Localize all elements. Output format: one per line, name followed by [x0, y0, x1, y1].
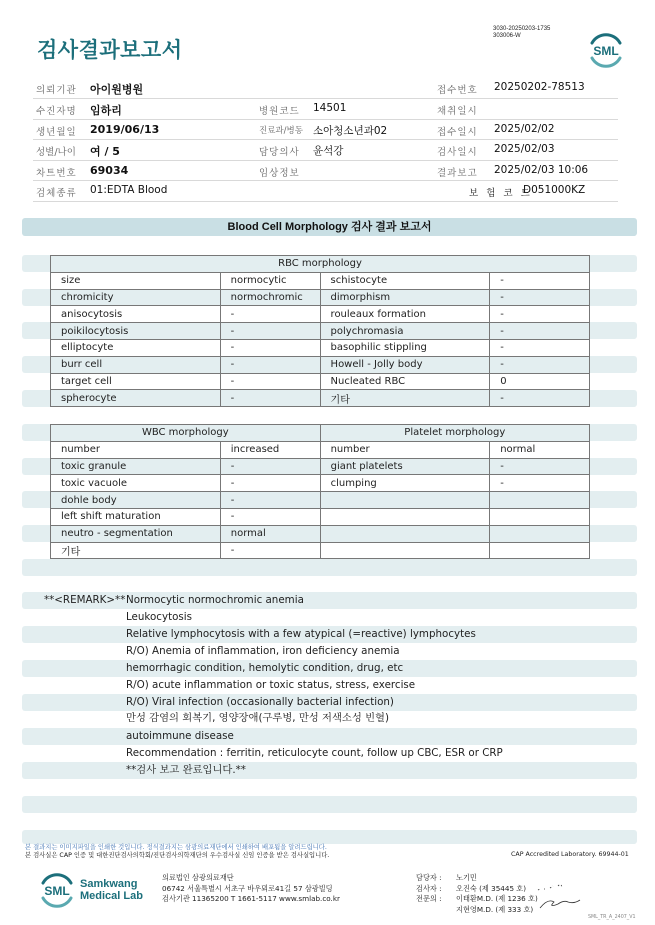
staff-row	[416, 894, 538, 905]
rbc-item: spherocyte	[51, 390, 221, 407]
staff-row	[416, 873, 538, 884]
wbc-value: increased	[220, 441, 320, 458]
rbc-value: 0	[490, 373, 590, 390]
remark-text: Leukocytosis	[126, 611, 192, 623]
info-row	[33, 99, 618, 120]
info-row	[33, 78, 618, 99]
value-specimen-type: 01:EDTA Blood	[90, 184, 168, 196]
rbc-item: polychromasia	[320, 323, 490, 340]
remark-text: R/O) Anemia of inflammation, iron deficiency anemia	[126, 645, 400, 657]
rbc-item: poikilocytosis	[51, 323, 221, 340]
page-title: 검사결과보고서	[37, 38, 183, 62]
staff-row	[416, 905, 538, 916]
wbc-value: -	[220, 492, 320, 509]
value-insurance-code: D051000KZ	[523, 184, 586, 196]
label-patient-name: 수진자명	[36, 106, 77, 117]
signature-icon	[536, 880, 586, 916]
label-result-report: 결과보고	[437, 167, 478, 179]
rbc-value: -	[220, 373, 320, 390]
value-hospital-code: 14501	[313, 102, 347, 114]
label-physician: 담당의사	[259, 147, 300, 158]
rbc-value: -	[490, 272, 590, 289]
staff-name: 오진숙 (제 35445 호)	[456, 883, 527, 893]
rbc-item: dimorphism	[320, 289, 490, 306]
rbc-item: chromicity	[51, 289, 221, 306]
rbc-value: -	[220, 339, 320, 356]
label-clinical-info: 임상정보	[259, 167, 300, 179]
staff-role: 담당자 :	[416, 873, 442, 882]
remark-line	[22, 677, 637, 694]
platelet-value	[490, 542, 590, 559]
wbc-item: neutro - segmentation	[51, 525, 221, 542]
rbc-value: -	[490, 390, 590, 407]
info-row	[33, 140, 618, 161]
platelet-value	[490, 508, 590, 525]
label-requesting-institution: 의뢰기관	[36, 85, 77, 96]
table-row	[51, 542, 590, 559]
rbc-value: -	[490, 289, 590, 306]
staff-role: 검사자 :	[416, 883, 442, 893]
organization-info	[162, 873, 340, 905]
label-receipt-number: 접수번호	[437, 85, 478, 96]
wbc-item: dohle body	[51, 492, 221, 509]
table-row	[51, 458, 590, 475]
rbc-table-header: RBC morphology	[51, 256, 590, 273]
table-row	[51, 339, 590, 356]
value-result-report: 2025/02/03 10:06	[494, 163, 589, 176]
remark-line	[22, 710, 637, 727]
document-id	[493, 26, 550, 40]
staff-name: 이태환M.D. (제 1236 호)	[456, 894, 538, 903]
platelet-value	[490, 525, 590, 542]
table-row	[51, 441, 590, 458]
staff-name: 지현영M.D. (제 333 호)	[456, 904, 534, 914]
rbc-value: normochromic	[220, 289, 320, 306]
document-id-line2: 303006-W	[493, 33, 521, 39]
staff-name: 노기민	[456, 873, 477, 882]
rbc-value: -	[490, 339, 590, 356]
rbc-value: -	[220, 390, 320, 407]
remark-text: Normocytic normochromic anemia	[126, 594, 304, 606]
sml-logo-icon	[37, 871, 77, 909]
platelet-item	[320, 492, 490, 509]
rbc-morphology-table	[50, 255, 590, 407]
remark-text: autoimmune disease	[126, 730, 234, 742]
stripe-band	[22, 796, 637, 813]
info-row	[33, 120, 618, 141]
label-insurance-code: 보 험 코 드	[469, 188, 533, 199]
wbc-item: toxic vacuole	[51, 475, 221, 492]
remark-line	[22, 745, 637, 762]
info-row	[33, 161, 618, 182]
stripe-band	[22, 559, 637, 576]
remark-line	[22, 643, 637, 660]
value-department: 소아청소년과02	[313, 124, 388, 137]
rbc-item: anisocytosis	[51, 306, 221, 323]
label-chart-number: 차트번호	[36, 167, 77, 179]
platelet-item	[320, 508, 490, 525]
org-name: 의료법인 삼광의료재단	[162, 873, 234, 882]
remark-text: hemorrhagic condition, hemolytic condition, drug, etc	[126, 662, 404, 674]
label-sex-age: 성별/나이	[36, 147, 76, 158]
rbc-item: Nucleated RBC	[320, 373, 490, 390]
platelet-item	[320, 542, 490, 559]
remark-tag: **<REMARK>**	[44, 594, 126, 606]
label-test-datetime: 검사일시	[437, 147, 478, 158]
label-department: 진료과/병동	[259, 125, 303, 136]
rbc-item: burr cell	[51, 356, 221, 373]
wbc-item: left shift maturation	[51, 508, 221, 525]
org-contact: 검사기관 11365200 T 1661-5117 www.smlab.co.kr	[162, 894, 340, 903]
platelet-value: normal	[490, 441, 590, 458]
info-row	[33, 181, 618, 202]
table-row	[51, 373, 590, 390]
remark-line	[22, 626, 637, 643]
rbc-item: basophilic stippling	[320, 339, 490, 356]
value-sex-age: 여 / 5	[90, 145, 120, 158]
label-collection-datetime: 채취일시	[437, 106, 478, 117]
svg-text:SML: SML	[593, 44, 619, 58]
remark-line	[22, 660, 637, 677]
wbc-value: -	[220, 542, 320, 559]
staff-role: 전문의 :	[416, 894, 442, 903]
platelet-value: -	[490, 475, 590, 492]
value-birth-date: 2019/06/13	[90, 122, 160, 136]
table-row	[51, 475, 590, 492]
value-chart-number: 69034	[90, 163, 129, 177]
rbc-value: -	[490, 306, 590, 323]
table-row	[51, 492, 590, 509]
remark-line	[22, 762, 637, 779]
value-receipt-number: 20250202-78513	[494, 81, 585, 93]
label-receipt-datetime: 접수일시	[437, 126, 478, 138]
lab-name-line1: Samkwang	[80, 878, 138, 890]
value-receipt-datetime: 2025/02/02	[494, 122, 555, 135]
value-test-datetime: 2025/02/03	[494, 143, 555, 155]
value-patient-name: 임하리	[90, 104, 122, 117]
image-copy-notice: 본 결과지는 이미지파일을 인쇄한 것입니다. 정식결과지는 삼광의료재단에서 인쇄하여 배포됨을 알려드립니다.	[25, 844, 327, 851]
lab-name-line2: Medical Lab	[80, 890, 143, 902]
report-section-title: Blood Cell Morphology 검사 결과 보고서	[22, 218, 637, 236]
wbc-value: -	[220, 458, 320, 475]
platelet-table-header: Platelet morphology	[320, 425, 589, 442]
rbc-value: -	[220, 306, 320, 323]
label-specimen-type: 검체종류	[36, 188, 77, 199]
value-requesting-institution: 아이원병원	[90, 83, 144, 96]
remark-text: Recommendation : ferritin, reticulocyte count, follow up CBC, ESR or CRP	[126, 747, 503, 759]
rbc-item: target cell	[51, 373, 221, 390]
remark-line	[22, 592, 637, 609]
value-physician: 윤석강	[313, 145, 344, 157]
org-address: 06742 서울특별시 서초구 바우뫼로41길 57 삼광빌딩	[162, 883, 333, 893]
remark-line	[22, 694, 637, 711]
platelet-item: clumping	[320, 475, 490, 492]
table-row	[51, 525, 590, 542]
table-row	[51, 272, 590, 289]
label-birth-date: 생년월일	[36, 126, 77, 138]
rbc-item: 기타	[320, 390, 490, 407]
remark-text: Relative lymphocytosis with a few atypical (=reactive) lymphocytes	[126, 628, 476, 640]
rbc-item: schistocyte	[320, 272, 490, 289]
platelet-item: number	[320, 441, 490, 458]
platelet-value: -	[490, 458, 590, 475]
table-row	[51, 289, 590, 306]
rbc-value: normocytic	[220, 272, 320, 289]
rbc-item: rouleaux formation	[320, 306, 490, 323]
document-id-line1: 3030-20250203-1735	[493, 26, 551, 32]
remark-text: R/O) acute inflammation or toxic status, stress, exercise	[126, 679, 416, 691]
form-id: SML_TR_A_2407_V1	[588, 915, 636, 920]
remark-line	[22, 728, 637, 745]
wbc-platelet-morphology-table	[50, 424, 590, 559]
rbc-value: -	[220, 356, 320, 373]
platelet-value	[490, 492, 590, 509]
table-row	[51, 508, 590, 525]
cap-accreditation: CAP Accredited Laboratory. 69944-01	[511, 851, 629, 858]
staff-info	[416, 873, 538, 915]
svg-text:SML: SML	[44, 884, 70, 898]
wbc-table-header: WBC morphology	[51, 425, 321, 442]
rbc-value: -	[490, 323, 590, 340]
remark-text: **검사 보고 완료입니다.**	[126, 764, 246, 776]
wbc-item: toxic granule	[51, 458, 221, 475]
remark-text: R/O) Viral infection (occasionally bacterial infection)	[126, 696, 394, 708]
remark-text: 만성 감염의 회복기, 영양장애(구루병, 만성 저색소성 빈혈)	[126, 712, 389, 724]
wbc-item: number	[51, 441, 221, 458]
wbc-item: 기타	[51, 542, 221, 559]
wbc-value: -	[220, 508, 320, 525]
rbc-item: Howell - Jolly body	[320, 356, 490, 373]
staff-row	[416, 884, 538, 895]
rbc-item: size	[51, 272, 221, 289]
label-hospital-code: 병원코드	[259, 106, 300, 117]
lab-name	[80, 878, 143, 902]
rbc-item: elliptocyte	[51, 339, 221, 356]
sml-logo-icon	[586, 31, 626, 69]
accreditation-notice: 본 검사실은 CAP 인증 및 대한진단검사의학회/진단검사의학재단의 우수검사실 신임 인증을 받은 검사실입니다.	[25, 852, 330, 859]
table-row	[51, 356, 590, 373]
rbc-value: -	[220, 323, 320, 340]
platelet-item: giant platelets	[320, 458, 490, 475]
platelet-item	[320, 525, 490, 542]
remark-line	[22, 609, 637, 626]
table-row	[51, 306, 590, 323]
wbc-value: normal	[220, 525, 320, 542]
table-row	[51, 390, 590, 407]
table-row	[51, 323, 590, 340]
wbc-value: -	[220, 475, 320, 492]
staff-role	[416, 905, 456, 916]
rbc-value: -	[490, 356, 590, 373]
